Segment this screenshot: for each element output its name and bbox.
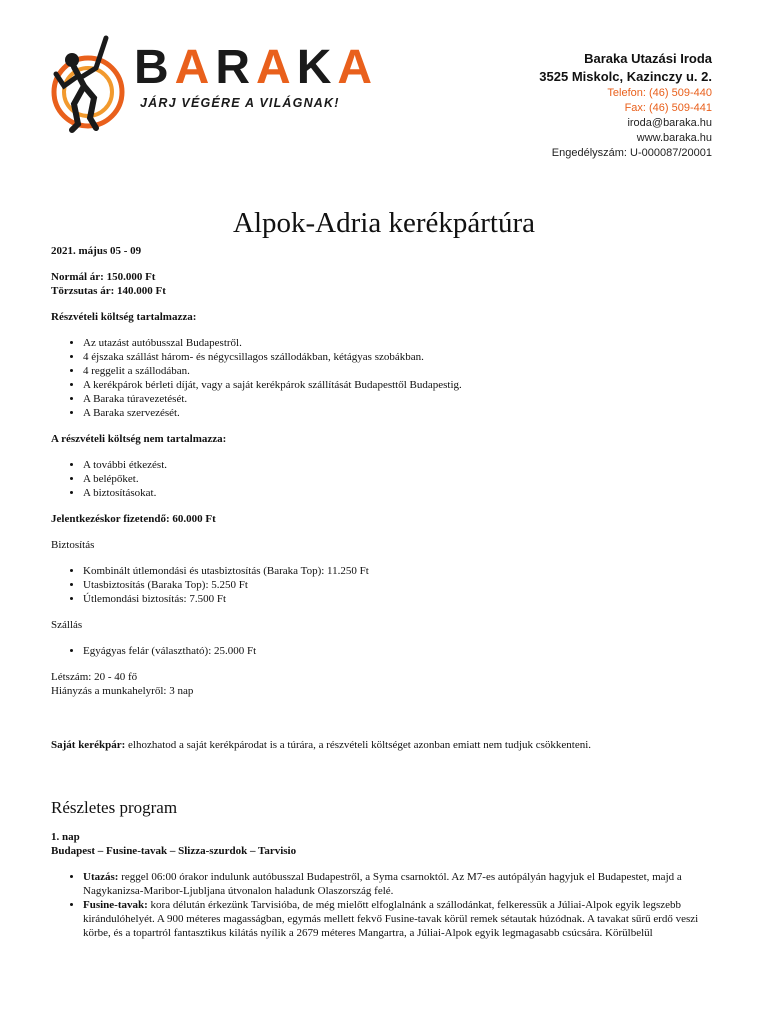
absence-days: Hiányzás a munkahelyről: 3 nap bbox=[51, 685, 194, 697]
insurance-list bbox=[51, 564, 721, 606]
day-label: 1. nap bbox=[51, 831, 80, 843]
list-item: • A belépőket. bbox=[83, 472, 721, 486]
included-heading: Részvételi költség tartalmazza: bbox=[51, 311, 197, 323]
document-body bbox=[51, 244, 721, 940]
accommodation-heading: Szállás bbox=[51, 619, 83, 631]
list-item: • Az utazást autóbusszal Budapestről. bbox=[83, 336, 721, 350]
not-included-heading: A részvételi költség nem tartalmazza: bbox=[51, 433, 227, 445]
license-number: Engedélyszám: U-000087/20001 bbox=[551, 147, 712, 159]
own-bike-label: Saját kerékpár: bbox=[51, 739, 126, 751]
insurance-heading: Biztosítás bbox=[51, 539, 95, 551]
list-item: • 4 reggelit a szállodában. bbox=[83, 364, 721, 378]
contact-block bbox=[539, 50, 712, 161]
list-item: • Útlemondási biztosítás: 7.500 Ft bbox=[83, 592, 721, 606]
list-item: • Kombinált útlemondási és utasbiztosítás (Baraka Top): 11.250 Ft bbox=[83, 564, 721, 578]
list-item bbox=[83, 870, 721, 898]
page-title: Alpok-Adria kerékpártúra bbox=[233, 207, 535, 240]
company-name: Baraka Utazási Iroda bbox=[584, 51, 712, 66]
brand-tagline: JÁRJ VÉGÉRE A VILÁGNAK! bbox=[140, 96, 340, 110]
brand-wordmark bbox=[134, 41, 379, 94]
list-item bbox=[83, 898, 721, 940]
item-text: kora délután érkezünk Tarvisióba, de még mielőtt elfoglalnánk a szállodánkat, felkeressük a Júliai-Alpok egyik legszebb kirándulóhelyét. A 900 méteres magasságban, egymás mellett fekvő Fusine-tavak körül remek sétautak húzódnak. A tavakat sűrű erdő veszi körbe, és a topartról fantasztikus kilátás nyílik a 2679 méteres Mangartra, a Júliai-Alpok egyik legmagasabb csúcsára. Körülbelül bbox=[83, 899, 699, 939]
item-label: Utazás: bbox=[83, 871, 119, 883]
not-included-list bbox=[51, 458, 721, 500]
tour-dates: 2021. május 05 - 09 bbox=[51, 245, 142, 257]
included-list bbox=[51, 336, 721, 420]
fax-number: Fax: (46) 509-441 bbox=[624, 102, 712, 114]
own-bike-text: elhozhatod a saját kerékpárodat is a túrára, a részvételi költséget azonban emiatt nem tudjuk csökkenteni. bbox=[125, 739, 592, 751]
list-item: • Egyágyas felár (választható): 25.000 Ft bbox=[83, 644, 721, 658]
dancer-logo-icon bbox=[50, 34, 136, 134]
list-item: • A további étkezést. bbox=[83, 458, 721, 472]
list-item: • A Baraka túravezetését. bbox=[83, 392, 721, 406]
item-label: Fusine-tavak: bbox=[83, 899, 148, 911]
regular-price: Törzsutas ár: 140.000 Ft bbox=[51, 285, 166, 297]
day1-list bbox=[51, 870, 721, 940]
program-heading: Részletes program bbox=[51, 798, 178, 817]
list-item: • A Baraka szervezését. bbox=[83, 406, 721, 420]
list-item: • A kerékpárok bérleti díját, vagy a saját kerékpárok szállítását Budapesttől Budapestig. bbox=[83, 378, 721, 392]
phone-number: Telefon: (46) 509-440 bbox=[607, 87, 712, 99]
list-item: • A biztosításokat. bbox=[83, 486, 721, 500]
brand-name: BARAKA bbox=[134, 41, 379, 94]
accommodation-list bbox=[51, 644, 721, 658]
baraka-logo bbox=[50, 34, 379, 134]
list-item: • 4 éjszaka szállást három- és négycsillagos szállodákban, kétágyas szobákban. bbox=[83, 350, 721, 364]
day-route: Budapest – Fusine-tavak – Slizza-szurdok – Tarvisio bbox=[51, 845, 297, 857]
group-size: Létszám: 20 - 40 fő bbox=[51, 671, 138, 683]
normal-price: Normál ár: 150.000 Ft bbox=[51, 271, 156, 283]
list-item: • Utasbiztosítás (Baraka Top): 5.250 Ft bbox=[83, 578, 721, 592]
email-address[interactable]: iroda@baraka.hu bbox=[627, 117, 712, 129]
item-text: reggel 06:00 órakor indulunk autóbusszal Budapestről, a Syma csarnoktól. Az M7-es autópályán hagyjuk el Budapestet, majd a Nagykanizsa-Maribor-Ljubljana útvonalon haladunk Olaszország felé. bbox=[83, 871, 682, 897]
own-bike-note bbox=[51, 738, 721, 752]
deposit-amount: Jelentkezéskor fizetendő: 60.000 Ft bbox=[51, 513, 216, 525]
website-link[interactable]: www.baraka.hu bbox=[636, 132, 712, 144]
company-address: 3525 Miskolc, Kazinczy u. 2. bbox=[539, 69, 712, 84]
